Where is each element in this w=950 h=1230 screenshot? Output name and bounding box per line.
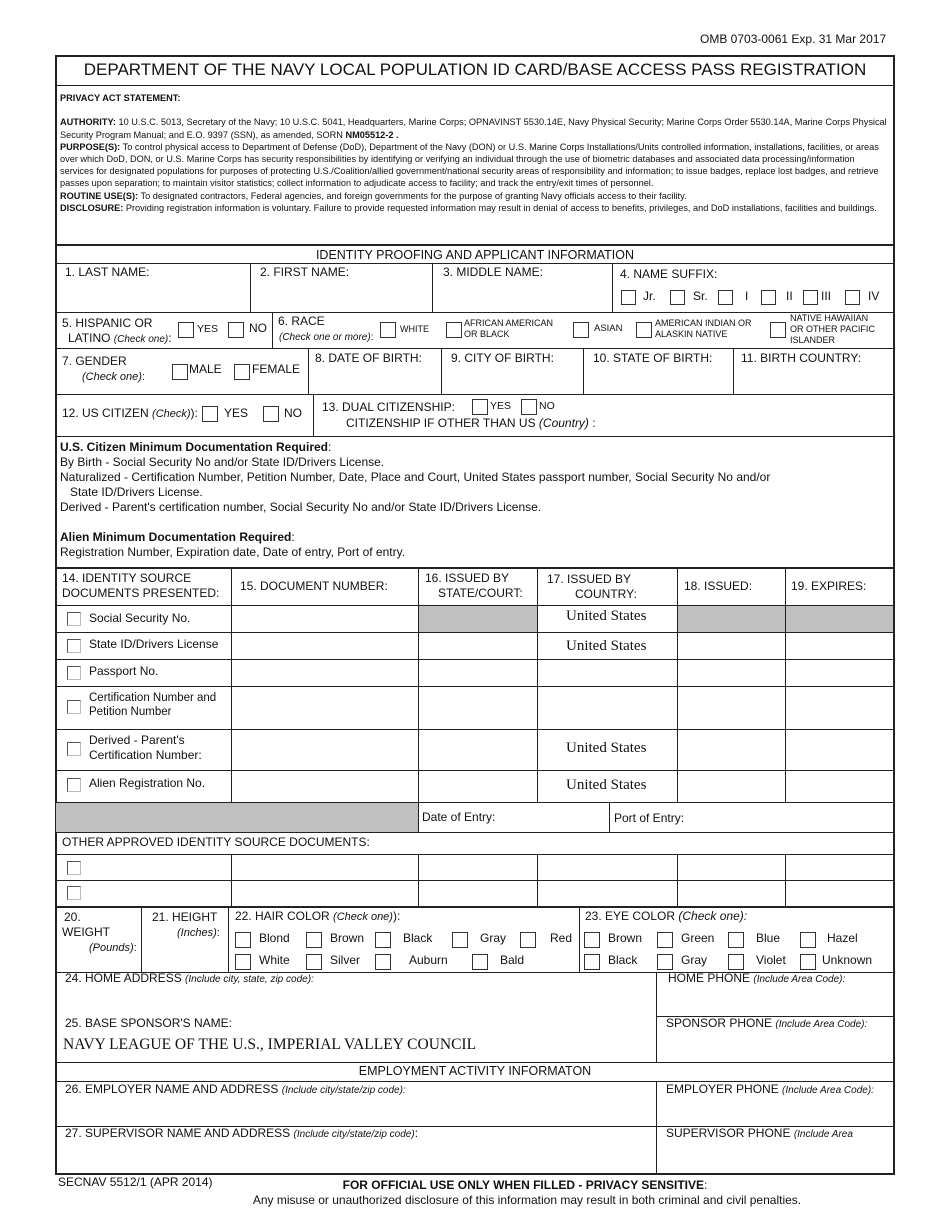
race-native-hawaiian-label3: ISLANDER [790, 335, 836, 345]
hair-black-checkbox[interactable] [375, 932, 391, 948]
suffix-i-label: I [745, 289, 749, 303]
eye-gray-checkbox[interactable] [657, 954, 673, 970]
doc-passport-label: Passport No. [89, 664, 159, 678]
suffix-ii-label: II [786, 289, 793, 303]
gender-male-label: MALE [189, 362, 222, 376]
hair-red-checkbox[interactable] [520, 932, 536, 948]
eye-unknown-label: Unknown [822, 953, 873, 967]
eye-brown-label: Brown [608, 931, 643, 945]
eye-gray-label: Gray [681, 953, 708, 967]
other-docs-label: OTHER APPROVED IDENTITY SOURCE DOCUMENTS: [62, 835, 370, 849]
hispanic-no-label: NO [249, 321, 267, 335]
race-asian-label: ASIAN [594, 323, 623, 334]
dual-citizenship-yes-checkbox[interactable] [472, 399, 488, 415]
race-asian-checkbox[interactable] [573, 322, 589, 338]
gender-female-checkbox[interactable] [234, 364, 250, 380]
city-of-birth-label: 9. CITY OF BIRTH: [451, 351, 554, 365]
hispanic-yes-label: YES [197, 323, 219, 335]
hair-blond-checkbox[interactable] [235, 932, 251, 948]
race-american-indian-label2: ALASKIN NATIVE [655, 329, 728, 339]
hair-auburn-label: Auburn [409, 953, 448, 967]
eye-green-checkbox[interactable] [657, 932, 673, 948]
hair-gray-checkbox[interactable] [452, 932, 468, 948]
us-citizen-no-checkbox[interactable] [263, 406, 279, 422]
hair-bald-label: Bald [500, 953, 525, 967]
dual-citizenship-no-label: NO [539, 400, 555, 412]
eye-color-label: 23. EYE COLOR (Check one): [585, 909, 748, 923]
gender-female-label: FEMALE [252, 362, 301, 376]
suffix-sr-checkbox[interactable] [670, 290, 685, 305]
eye-violet-checkbox[interactable] [728, 954, 744, 970]
eye-green-label: Green [681, 931, 715, 945]
eye-black-checkbox[interactable] [584, 954, 600, 970]
other-citizenship-label: CITIZENSHIP IF OTHER THAN US (Country) : [346, 416, 596, 430]
suffix-sr-label: Sr. [693, 289, 708, 303]
doc-state-id-label: State ID/Drivers License [89, 637, 219, 651]
col-issued-by-country-1: 17. ISSUED BY [547, 572, 632, 586]
col-issued-by-country-2: COUNTRY: [575, 587, 637, 601]
hair-bald-checkbox[interactable] [472, 954, 488, 970]
name-suffix-label: 4. NAME SUFFIX: [620, 267, 718, 281]
col-issued-by-state-2: STATE/COURT: [438, 586, 523, 600]
doc-alien-label: Alien Registration No. [89, 776, 206, 790]
hair-auburn-checkbox[interactable] [375, 954, 391, 970]
eye-hazel-checkbox[interactable] [800, 932, 816, 948]
col-identity-source-2: DOCUMENTS PRESENTED: [62, 586, 220, 600]
race-american-indian-label1: AMERICAN INDIAN OR [655, 318, 752, 328]
race-native-hawaiian-checkbox[interactable] [770, 322, 786, 338]
supervisor-label: 27. SUPERVISOR NAME AND ADDRESS (Include city/state/zip code): [65, 1126, 419, 1140]
us-citizen-yes-checkbox[interactable] [202, 406, 218, 422]
race-american-indian-checkbox[interactable] [636, 322, 652, 338]
doc-certification-checkbox[interactable] [67, 700, 81, 714]
birth-country-label: 11. BIRTH COUNTRY: [741, 351, 862, 365]
us-citizen-label: 12. US CITIZEN (Check)): [62, 406, 198, 420]
doc-certification-label-2: Petition Number [89, 706, 172, 718]
col-document-number: 15. DOCUMENT NUMBER: [240, 579, 388, 593]
footer-disclaimer: Any misuse or unauthorized disclosure of this information may result in both criminal and civil penalties. [252, 1193, 802, 1207]
suffix-i-checkbox[interactable] [718, 290, 733, 305]
height-label: 21. HEIGHT [152, 910, 218, 924]
hispanic-label: 5. HISPANIC OR [62, 316, 153, 330]
doc-derived-country[interactable]: United States [566, 740, 647, 756]
hair-brown-label: Brown [330, 931, 365, 945]
suffix-ii-checkbox[interactable] [761, 290, 776, 305]
weight-label-num: 20. [64, 910, 81, 924]
race-african-american-checkbox[interactable] [446, 322, 462, 338]
suffix-iv-checkbox[interactable] [845, 290, 860, 305]
col-issued: 18. ISSUED: [684, 579, 753, 593]
race-african-american-label2: OR BLACK [464, 329, 510, 339]
shaded-cell [419, 606, 537, 632]
privacy-act-statement: PRIVACY ACT STATEMENT: AUTHORITY: 10 U.S.C. 5013, Secretary of the Navy; 10 U.S.C. 5041, Headquarters, Marine Corps; OPNAVINST 5530.14E, Navy Physical Security; Marine Corps Order 5530.14A, Marine Corps Physical Security Program Manual; and E.O. 9397 (SSN), as amended, SORN NM05512-2 . PURPOSE(S): To control physical access to Department of Defense (DoD), Department of the Navy (DON) or U.S. Marine Corps Installations/Units controlled information, installations, facilities, or areas over which DoD, DON, or U.S. Marine Corps has security responsibilities by identifying or verifying an individual through the use of biometric databases and associated data processing/information services for designated populations for purposes of protecting U.S./Coalition/allied government/national security areas of responsibility and information; to issue badges, replace lost badges, and retrieve passes upon separation; to maintain visitor statistics; collect information to adjudicate access to facility; and track the entry/exit times of personnel. ROUTINE USE(S): To designated contractors, Federal agencies, and foreign governments for the purpose of granting Navy officials access to their facility. DISCLOSURE: Providing registration information is voluntary. Failure to provide requested information may result in denial of access to benefits, privileges, and DoD installations, facilities and buildings. [60, 93, 887, 213]
form-title: DEPARTMENT OF THE NAVY LOCAL POPULATION ID CARD/BASE ACCESS PASS REGISTRATION [83, 60, 867, 79]
middle-name-label: 3. MIDDLE NAME: [443, 265, 544, 279]
other-doc-1-checkbox[interactable] [67, 861, 81, 875]
col-issued-by-state-1: 16. ISSUED BY [425, 571, 510, 585]
hair-red-label: Red [550, 931, 573, 945]
race-white-label: WHITE [400, 324, 429, 334]
omb-number: OMB 0703-0061 Exp. 31 Mar 2017 [700, 32, 887, 46]
port-of-entry-label: Port of Entry: [614, 811, 685, 825]
latino-label: LATINO (Check one): [68, 331, 172, 345]
doc-ssn-label: Social Security No. [89, 611, 191, 625]
supervisor-phone-label: SUPERVISOR PHONE (Include Area [666, 1126, 853, 1140]
gender-male-checkbox[interactable] [172, 364, 188, 380]
hair-white-label: White [259, 953, 290, 967]
eye-black-label: Black [608, 953, 638, 967]
doc-certification-label-1: Certification Number and [89, 692, 217, 704]
race-label: 6. RACE [278, 314, 325, 328]
eye-hazel-label: Hazel [827, 931, 858, 945]
employer-label: 26. EMPLOYER NAME AND ADDRESS (Include city/state/zip code): [65, 1082, 406, 1096]
hair-black-label: Black [403, 931, 433, 945]
home-phone-label: HOME PHONE (Include Area Code): [668, 971, 846, 985]
dual-citizenship-yes-label: YES [490, 400, 512, 412]
eye-unknown-checkbox[interactable] [800, 954, 816, 970]
doc-alien-country[interactable]: United States [566, 777, 647, 793]
state-of-birth-label: 10. STATE OF BIRTH: [593, 351, 713, 365]
section-employment: EMPLOYMENT ACTIVITY INFORMATON [358, 1064, 592, 1078]
suffix-jr-checkbox[interactable] [621, 290, 636, 305]
hair-brown-checkbox[interactable] [306, 932, 322, 948]
doc-derived-label-1: Derived - Parent's [89, 733, 185, 747]
sponsor-phone-label: SPONSOR PHONE (Include Area Code): [666, 1016, 868, 1030]
hair-silver-checkbox[interactable] [306, 954, 322, 970]
hair-blond-label: Blond [259, 931, 290, 945]
race-native-hawaiian-label1: NATIVE HAWAIIAN [790, 313, 869, 323]
race-native-hawaiian-label2: OR OTHER PACIFIC [790, 324, 875, 334]
doc-state-id-country[interactable]: United States [566, 638, 647, 654]
col-expires: 19. EXPIRES: [791, 579, 867, 593]
footer-warning: FOR OFFICIAL USE ONLY WHEN FILLED - PRIVACY SENSITIVE: [342, 1178, 708, 1192]
last-name-label: 1. LAST NAME: [65, 265, 150, 279]
eye-violet-label: Violet [756, 953, 786, 967]
us-citizen-yes-label: YES [224, 406, 249, 420]
col-identity-source-1: 14. IDENTITY SOURCE [62, 571, 192, 585]
gender-label: 7. GENDER [62, 354, 127, 368]
hair-white-checkbox[interactable] [235, 954, 251, 970]
doc-ssn-checkbox[interactable] [67, 612, 81, 626]
hair-gray-label: Gray [480, 931, 507, 945]
gender-hint: (Check one): [82, 371, 145, 383]
date-of-entry-label: Date of Entry: [422, 810, 496, 824]
suffix-iii-label: III [821, 289, 832, 303]
dob-label: 8. DATE OF BIRTH: [315, 351, 422, 365]
employer-phone-label: EMPLOYER PHONE (Include Area Code): [666, 1082, 874, 1096]
suffix-iii-checkbox[interactable] [803, 290, 818, 305]
weight-unit: (Pounds): [89, 942, 137, 954]
height-unit: (Inches): [177, 927, 220, 939]
race-african-american-label1: AFRICAN AMERICAN [464, 318, 554, 328]
race-hint: (Check one or more): [279, 332, 374, 343]
dual-citizenship-no-checkbox[interactable] [521, 399, 537, 415]
section-identity: IDENTITY PROOFING AND APPLICANT INFORMATION [315, 248, 635, 262]
doc-ssn-country[interactable]: United States [566, 608, 647, 624]
weight-label: WEIGHT [62, 925, 110, 939]
first-name-label: 2. FIRST NAME: [260, 265, 350, 279]
race-white-checkbox[interactable] [380, 322, 396, 338]
us-citizen-no-label: NO [284, 406, 302, 420]
eye-blue-label: Blue [756, 931, 781, 945]
doc-passport-checkbox[interactable] [67, 666, 81, 680]
hispanic-yes-checkbox[interactable] [178, 322, 194, 338]
shaded-cell [56, 802, 419, 832]
doc-alien-checkbox[interactable] [67, 778, 81, 792]
doc-derived-label-2: Certification Number: [89, 748, 202, 762]
other-doc-2-checkbox[interactable] [67, 886, 81, 900]
hispanic-no-checkbox[interactable] [228, 322, 244, 338]
suffix-jr-label: Jr. [643, 289, 656, 303]
suffix-iv-label: IV [868, 289, 880, 303]
dual-citizenship-label: 13. DUAL CITIZENSHIP: [322, 400, 455, 414]
eye-brown-checkbox[interactable] [584, 932, 600, 948]
sponsor-name-value[interactable]: NAVY LEAGUE OF THE U.S., IMPERIAL VALLEY COUNCIL [63, 1036, 477, 1053]
documentation-requirements: U.S. Citizen Minimum Documentation Required: By Birth - Social Security No and/or State ID/Drivers License. Naturalized - Certification Number, Petition Number, Date, Place and Court, United States passport number, Social Security No and/or State ID/Drivers License. Derived - Parent's certification number, Social Security No and/or State ID/Drivers License. Alien Minimum Documentation Required: Registration Number, Expiration date, Date of entry, Port of entry. [60, 440, 771, 559]
sponsor-name-label: 25. BASE SPONSOR'S NAME: [65, 1016, 233, 1030]
hair-silver-label: Silver [330, 953, 361, 967]
form-number: SECNAV 5512/1 (APR 2014) [58, 1175, 213, 1189]
doc-state-id-checkbox[interactable] [67, 639, 81, 653]
eye-blue-checkbox[interactable] [728, 932, 744, 948]
doc-derived-checkbox[interactable] [67, 742, 81, 756]
hair-color-label: 22. HAIR COLOR (Check one)): [235, 909, 401, 923]
home-address-label: 24. HOME ADDRESS (Include city, state, zip code): [65, 971, 314, 985]
